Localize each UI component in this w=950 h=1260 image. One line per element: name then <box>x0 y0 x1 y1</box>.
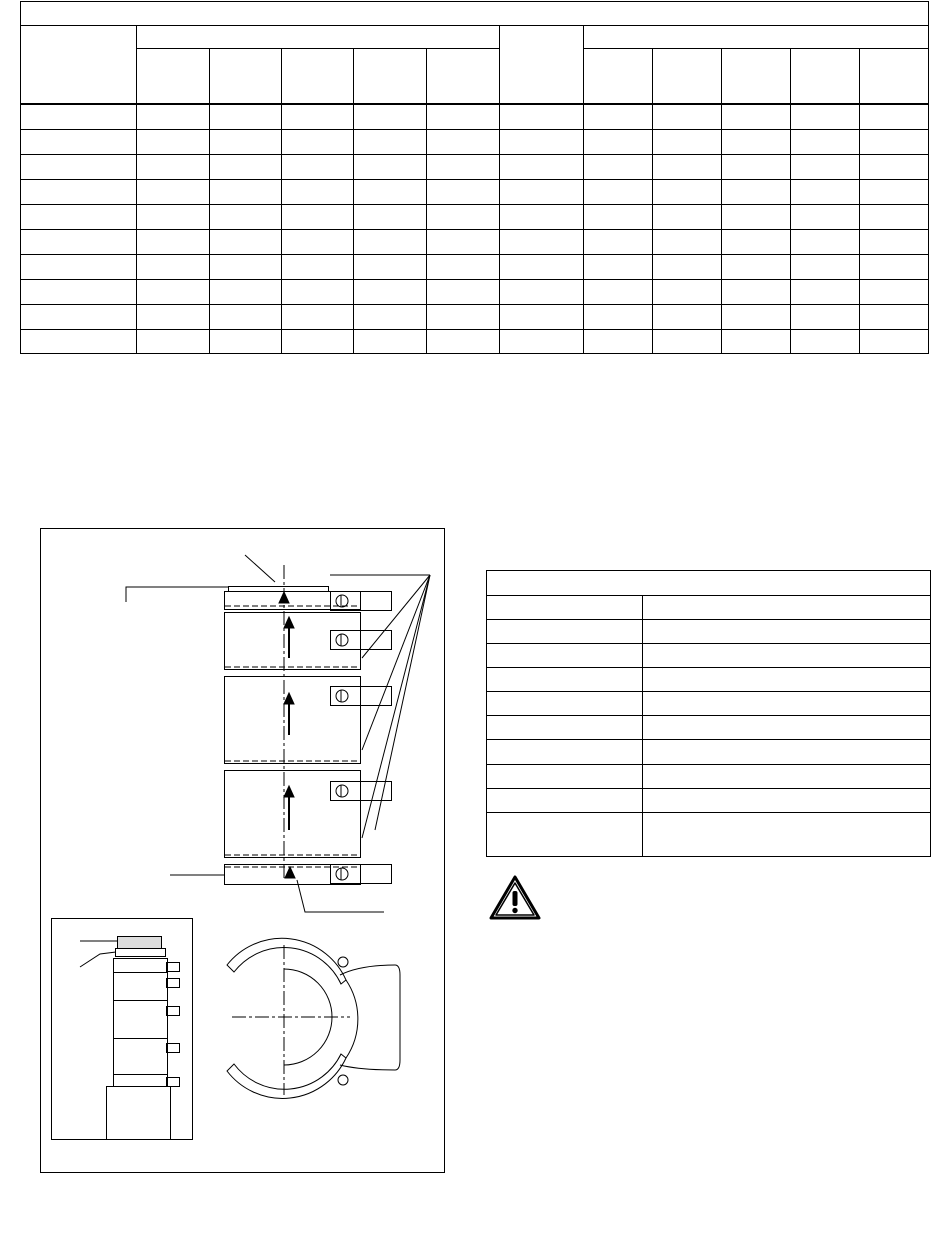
callout-leaders <box>126 555 430 912</box>
spec-table <box>0 0 950 360</box>
flow-arrow-icon <box>279 592 295 878</box>
warning-icon <box>488 874 542 922</box>
assembly-figure <box>0 520 460 1180</box>
parts-table <box>480 560 940 860</box>
